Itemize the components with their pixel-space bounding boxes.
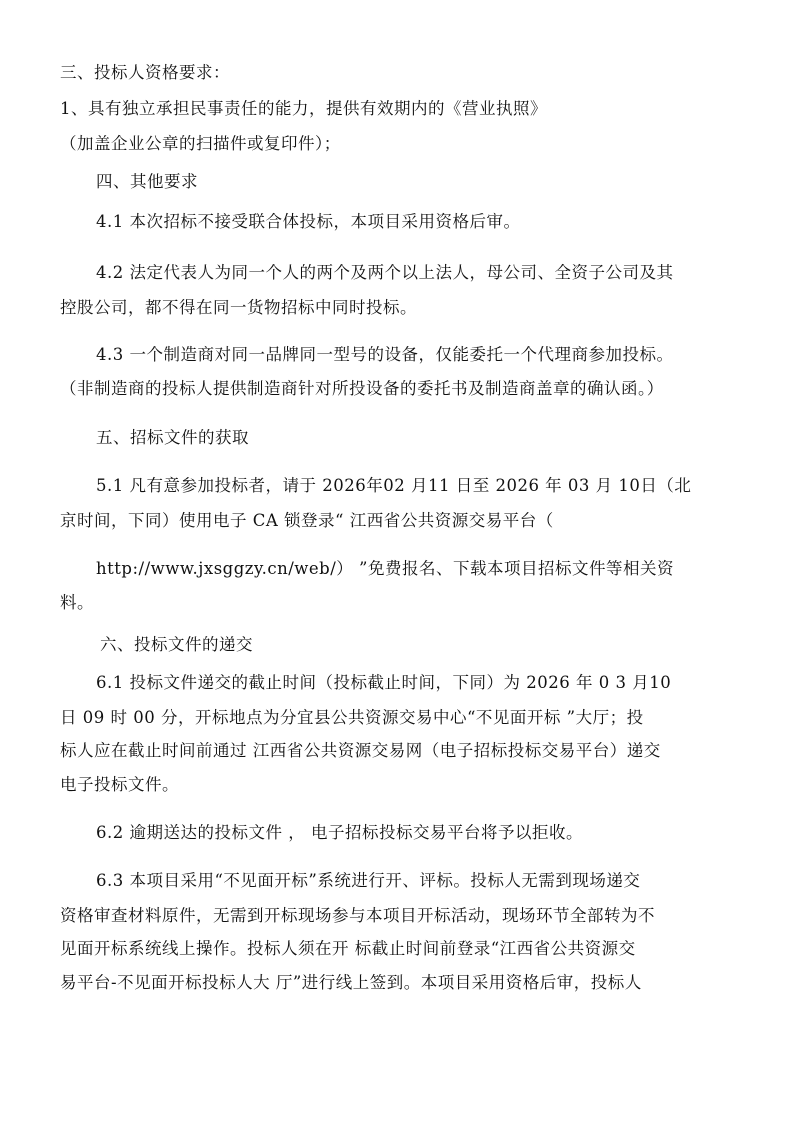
item-5-1-line-4: 料。 <box>60 593 94 612</box>
item-6-3-line-1: 6.3 本项目采用“不见面开标”系统进行开、评标。投标人无需到现场递交 <box>96 871 641 890</box>
section-3-item-1-line-1: 1、具有独立承担民事责任的能力，提供有效期内的《营业执照》 <box>60 99 547 118</box>
item-4-2-line-2: 控股公司，都不得在同一货物招标中同时投标。 <box>60 298 417 317</box>
item-4-3-line-1: 4.3 一个制造商对同一品牌同一型号的设备，仅能委托一个代理商参加投标。 <box>96 345 674 364</box>
item-5-1-line-3: http://www.jxsggzy.cn/web/） ”免费报名、下载本项目招标文件等相关资 <box>96 559 674 578</box>
item-6-1-line-3: 标人应在截止时间前通过 江西省公共资源交易网（电子招标投标交易平台）递交 <box>60 741 661 760</box>
item-6-3-line-3: 见面开标系统线上操作。投标人须在开 标截止时间前登录“江西省公共资源交 <box>60 939 636 958</box>
item-4-1: 4.1 本次招标不接受联合体投标，本项目采用资格后审。 <box>96 212 521 231</box>
item-4-3-line-2: （非制造商的投标人提供制造商针对所投设备的委托书及制造商盖章的确认函。） <box>60 379 664 398</box>
item-6-1-line-2: 日 09 时 00 分，开标地点为分宜县公共资源交易中心“不见面开标 ”大厅；投 <box>60 708 644 727</box>
item-6-3-line-2: 资格审查材料原件，无需到开标现场参与本项目开标活动，现场环节全部转为不 <box>60 906 655 925</box>
section-4-heading: 四、其他要求 <box>96 172 198 191</box>
item-6-2: 6.2 逾期送达的投标文件 ， 电子招标投标交易平台将予以拒收。 <box>96 823 583 842</box>
item-6-1-line-4: 电子投标文件。 <box>60 775 179 794</box>
section-3-item-1-line-2: （加盖企业公章的扫描件或复印件）； <box>60 134 341 153</box>
section-3-heading: 三、投标人资格要求： <box>60 63 230 82</box>
item-5-1-line-1: 5.1 凡有意参加投标者，请于 2026年02 月11 日至 2026 年 03 月 10日（北 <box>96 476 692 495</box>
item-6-1-line-1: 6.1 投标文件递交的截止时间（投标截止时间，下同）为 2026 年 0 3 月10 <box>96 673 672 692</box>
section-6-heading: 六、投标文件的递交 <box>100 635 253 654</box>
item-4-2-line-1: 4.2 法定代表人为同一个人的两个及两个以上法人，母公司、全资子公司及其 <box>96 263 674 282</box>
item-6-3-line-4: 易平台-不见面开标投标人大 厅”进行线上签到。本项目采用资格后审，投标人 <box>60 973 642 992</box>
item-5-1-line-2: 京时间，下同）使用电子 CA 锁登录“ 江西省公共资源交易平台（ <box>60 511 554 530</box>
section-5-heading: 五、招标文件的获取 <box>96 428 249 447</box>
